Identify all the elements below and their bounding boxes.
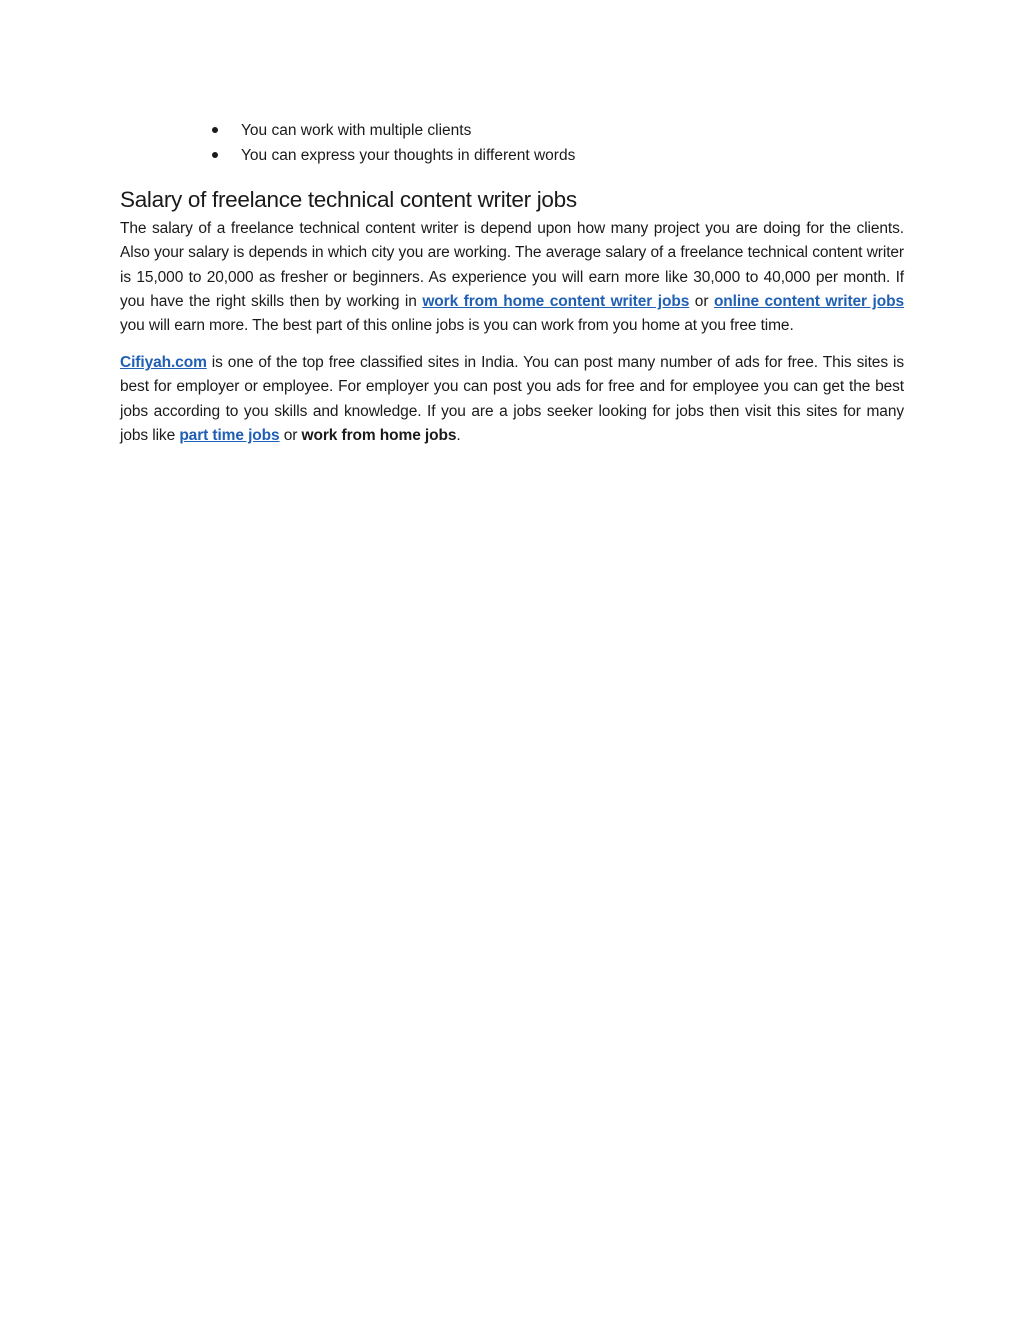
paragraph-text: is one of the top free classified sites in India. You can post many number of ads for free. This sites is best for employer or employee. For employer you can post you ads for free and for employee you can get the best jobs according to you skills and knowledge. If you are a jobs seeker looking for jobs then visit this sites for many jobs like: [120, 353, 904, 444]
online-content-writer-jobs-link[interactable]: online content writer jobs: [713, 292, 904, 310]
bullet-icon: [212, 127, 218, 133]
work-from-home-content-writer-jobs-link[interactable]: work from home content writer jobs: [422, 292, 690, 310]
paragraph-text: .: [456, 426, 461, 444]
part-time-jobs-link[interactable]: part time jobs: [179, 426, 280, 444]
list-item: [120, 118, 904, 143]
paragraph-text: or: [279, 426, 302, 444]
work-from-home-jobs-bold-text: work from home jobs: [301, 426, 457, 444]
bullet-icon: [212, 152, 218, 158]
paragraph-text: or: [689, 292, 714, 310]
list-item: [120, 143, 904, 168]
list-item-text: You can work with multiple clients: [241, 122, 472, 139]
cifiyah-site-link[interactable]: Cifiyah.com: [120, 353, 207, 371]
paragraph-text: you will earn more. The best part of this online jobs is you can work from you home at you free time.: [120, 317, 794, 335]
paragraph-text: The salary of a freelance technical content writer is depend upon how many project you are doing for the clients. Also your salary is depends in which city you are working. The average salary of a freelance technical content writer is 15,000 to 20,000 as fresher or beginners. As experience you will earn more like 30,000 to 40,000 per month. If you have the right skills then by working in: [120, 220, 904, 310]
list-item-text: You can express your thoughts in different words: [241, 147, 576, 164]
document-page: [120, 118, 904, 448]
bullet-list: [120, 118, 904, 168]
section-heading: Salary of freelance technical content writer jobs: [120, 187, 577, 212]
cifiyah-paragraph: [120, 351, 904, 448]
salary-paragraph: [120, 217, 904, 338]
